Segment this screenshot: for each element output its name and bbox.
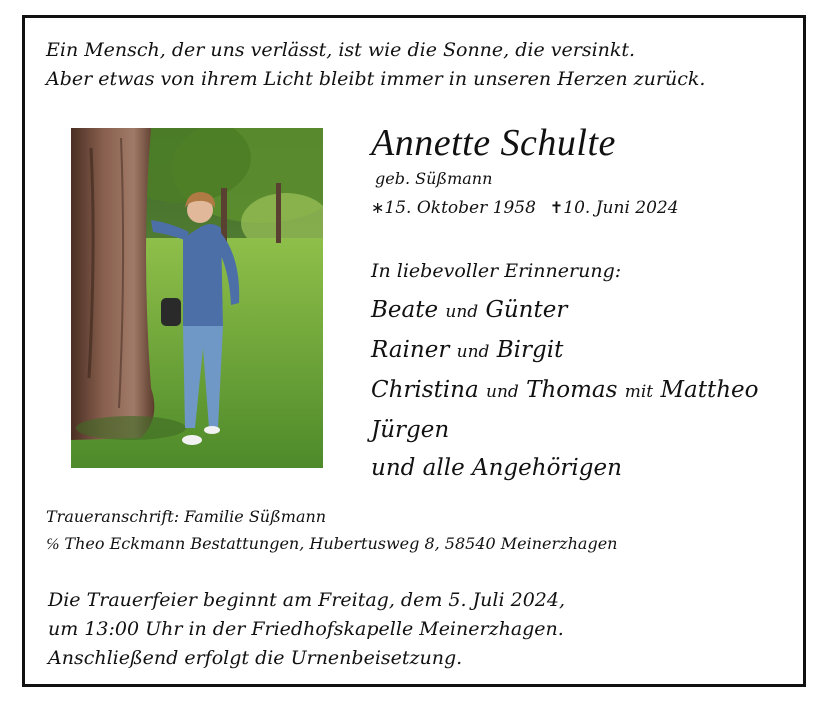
mourner-name: Thomas xyxy=(526,377,618,403)
birth-symbol-icon: ∗ xyxy=(371,198,385,217)
condolence-address xyxy=(46,503,617,557)
maiden-name: geb. Süßmann xyxy=(375,169,493,188)
mourner-row xyxy=(371,371,758,411)
deceased-name: Annette Schulte xyxy=(371,122,616,164)
life-dates xyxy=(371,196,679,220)
mourner-joiner: und xyxy=(456,342,490,362)
mourner-name: Mattheo xyxy=(660,377,759,403)
mourner-name: Jürgen xyxy=(371,417,450,443)
ceremony-line-3: Anschließend erfolgt die Urnenbeisetzung. xyxy=(48,647,463,669)
mourner-joiner: und xyxy=(445,302,479,322)
mourners-list xyxy=(371,291,758,487)
memorial-quote xyxy=(46,36,705,94)
mourner-name: Günter xyxy=(485,297,568,323)
mourner-name: Beate xyxy=(371,297,439,323)
mourner-row xyxy=(371,291,758,331)
death-cross-icon: ✝ xyxy=(549,198,564,217)
portrait-photo xyxy=(71,128,323,468)
memory-heading: In liebevoller Erinnerung: xyxy=(371,260,622,282)
mourner-joiner: mit xyxy=(624,382,654,402)
mourner-name: und alle Angehörigen xyxy=(371,455,622,481)
mourner-joiner: und xyxy=(486,382,519,402)
ceremony-line-2: um 13:00 Uhr in der Friedhofskapelle Meinerzhagen. xyxy=(48,618,564,640)
birth-date: 15. Oktober 1958 xyxy=(384,198,536,218)
mourner-name: Christina xyxy=(371,377,479,403)
mourner-row xyxy=(371,331,758,371)
ceremony-info xyxy=(48,586,565,673)
quote-line-1: Ein Mensch, der uns verlässt, ist wie die Sonne, die versinkt. xyxy=(46,39,636,61)
mourner-name: Rainer xyxy=(371,337,450,363)
address-line-2: ℅ Theo Eckmann Bestattungen, Hubertusweg 8, 58540 Meinerzhagen xyxy=(46,534,618,553)
death-date: 10. Juni 2024 xyxy=(563,198,679,218)
mourner-row xyxy=(371,449,758,487)
mourner-name: Birgit xyxy=(496,337,564,363)
ceremony-line-1: Die Trauerfeier beginnt am Freitag, dem 5. Juli 2024, xyxy=(48,589,565,611)
quote-line-2: Aber etwas von ihrem Licht bleibt immer in unseren Herzen zurück. xyxy=(46,68,706,90)
mourner-row xyxy=(371,411,758,449)
address-line-1: Traueranschrift: Familie Süßmann xyxy=(46,507,327,526)
